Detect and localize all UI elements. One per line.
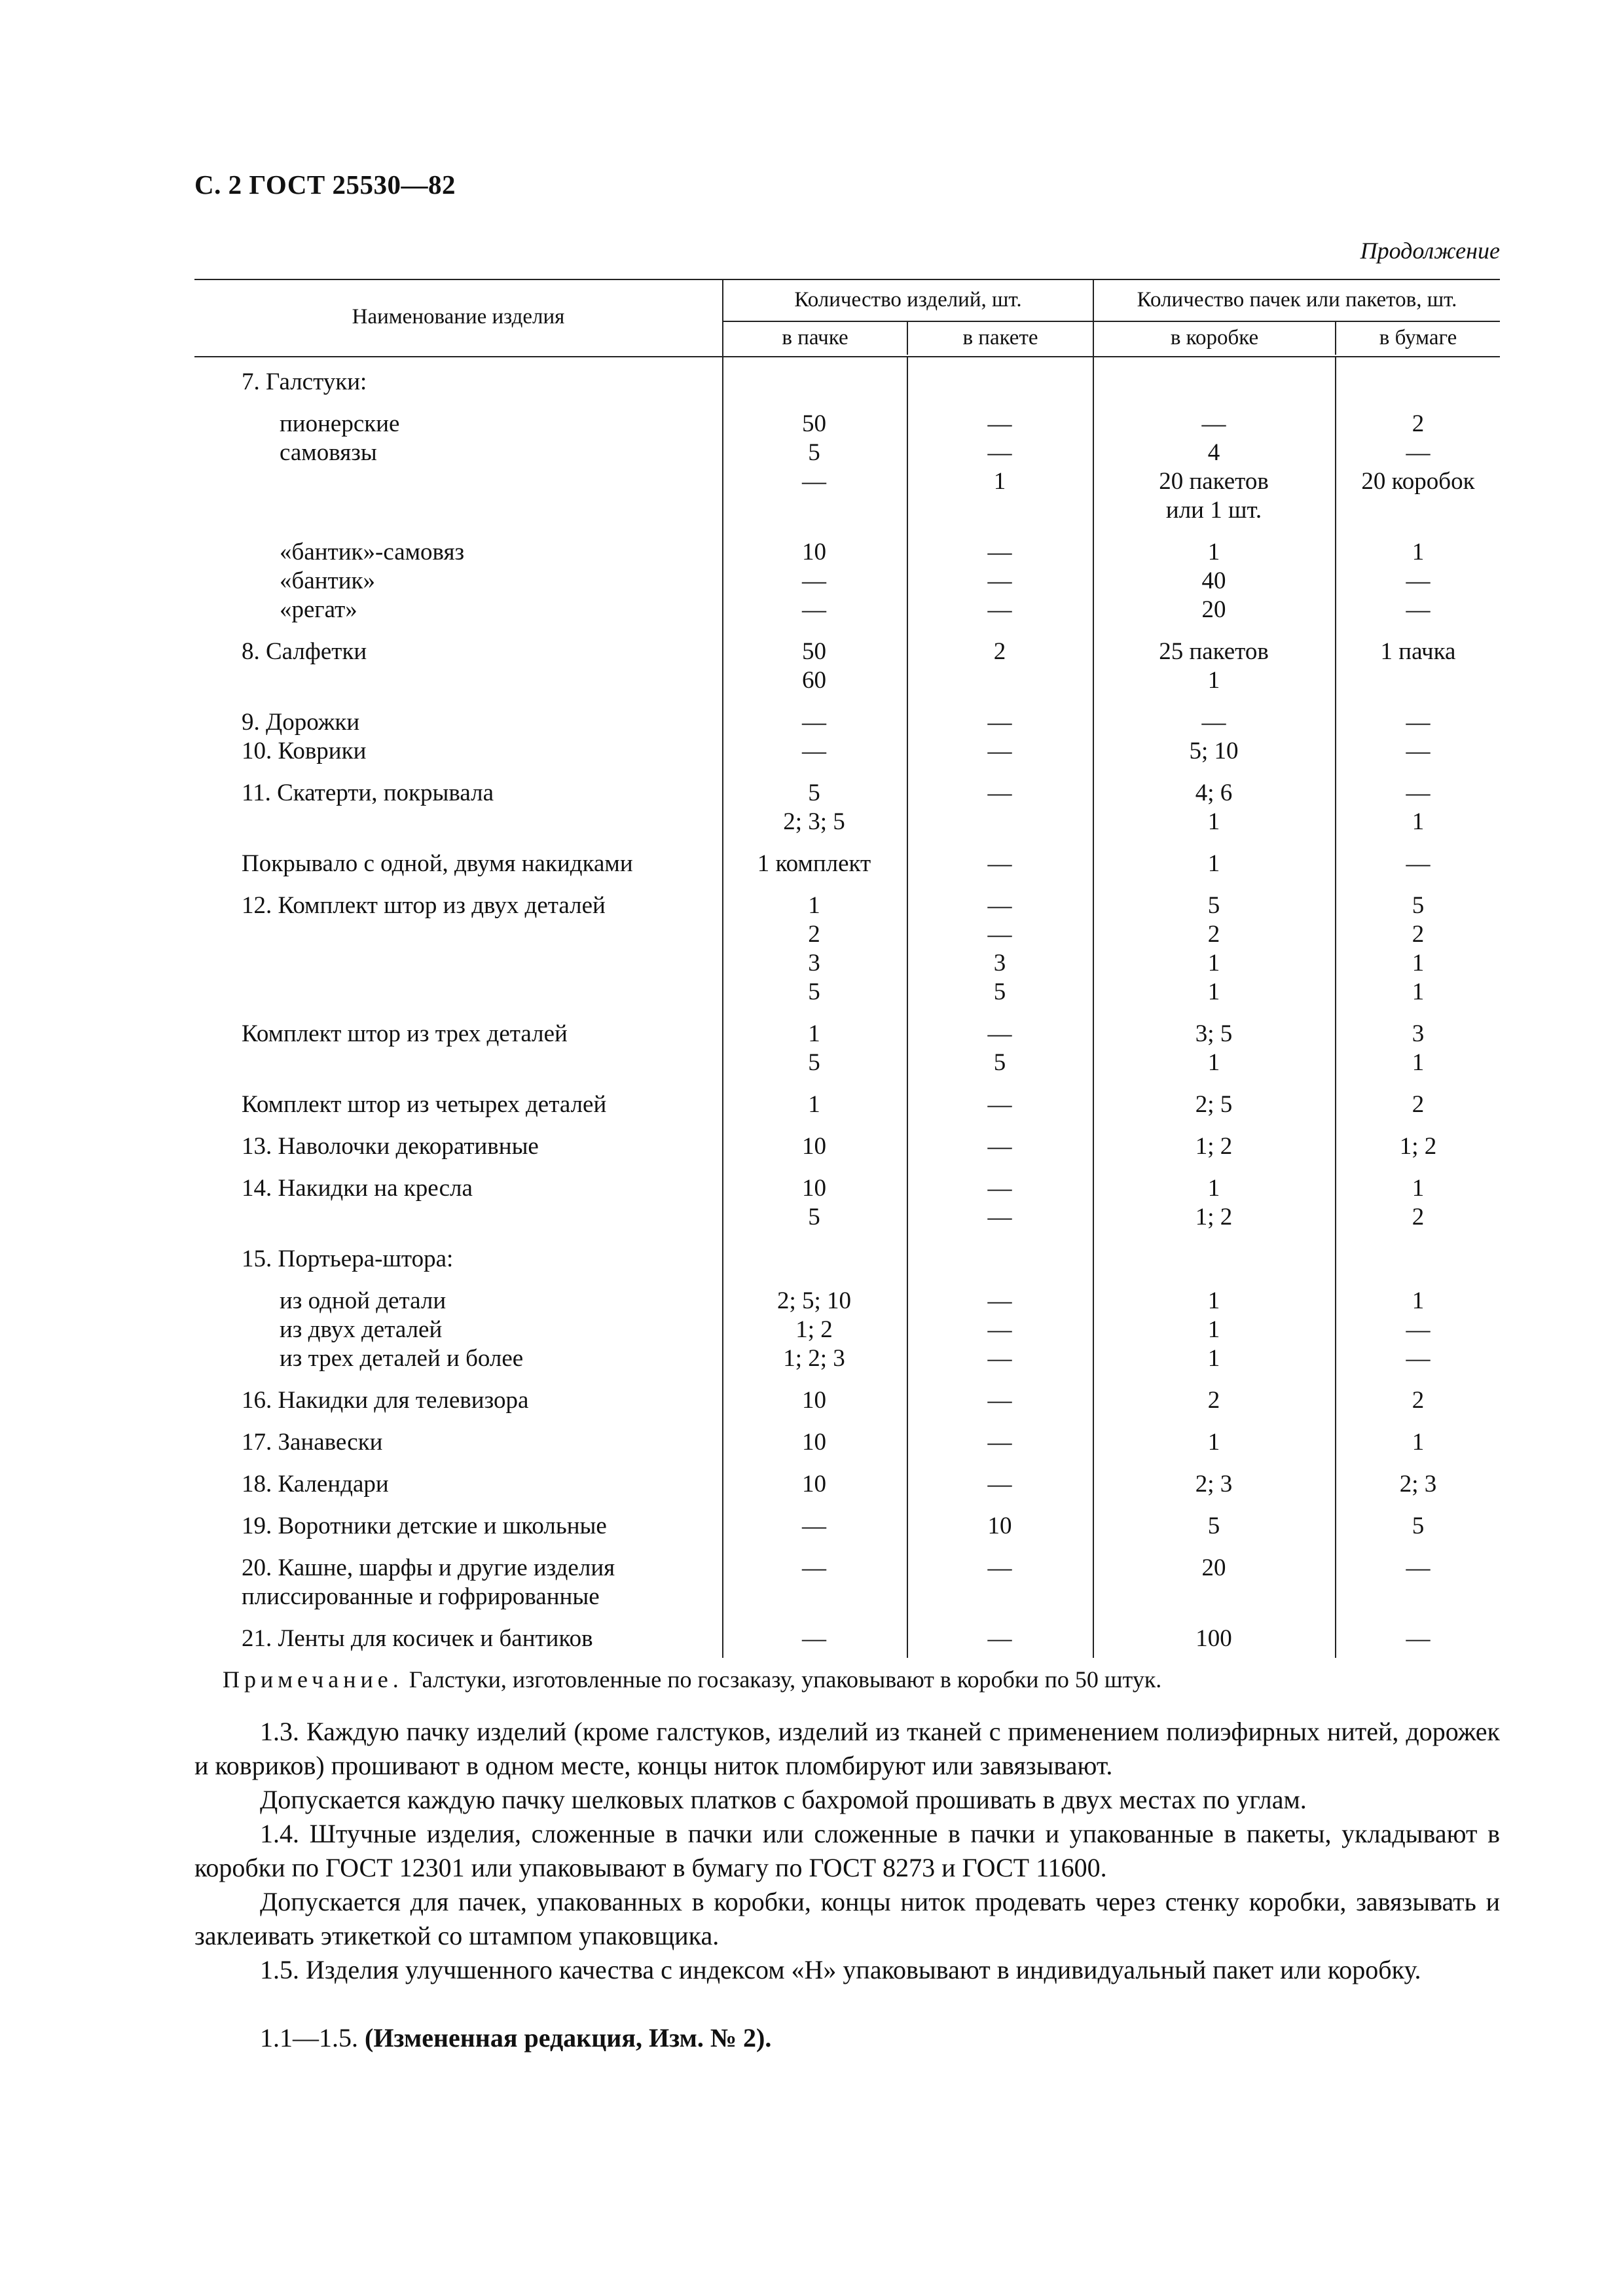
- item-name: «бантик»-самовяз: [280, 539, 465, 565]
- cell-in-bundle: 1; 2: [795, 1316, 833, 1343]
- item-name: 10. Коврики: [242, 738, 367, 764]
- item-name: Комплект штор из трех деталей: [242, 1020, 568, 1047]
- cell-in-packet: —: [987, 1175, 1012, 1202]
- header-items-count: Количество изделий, шт.: [794, 288, 1022, 312]
- cell-in-box: 20 пакетов: [1159, 468, 1269, 495]
- cell-in-box: 100: [1195, 1625, 1232, 1652]
- cell-in-box: 1: [1207, 539, 1220, 565]
- cell-in-box: 1: [1207, 667, 1220, 694]
- note-text: Галстуки, изготовленные по госзаказу, упаковывают в коробки по 50 штук.: [409, 1666, 1162, 1693]
- cell-in-bundle: 2; 5; 10: [776, 1287, 852, 1314]
- cell-in-box: 1: [1207, 1316, 1220, 1343]
- cell-in-paper: 2: [1412, 1091, 1425, 1118]
- cell-in-bundle: 1: [808, 1020, 820, 1047]
- cell-in-bundle: —: [802, 1554, 826, 1581]
- cell-in-packet: 10: [987, 1513, 1012, 1539]
- cell-in-box: 2: [1207, 1387, 1220, 1414]
- item-name: 12. Комплект штор из двух деталей: [242, 892, 606, 919]
- cell-in-bundle: 10: [802, 1387, 826, 1414]
- item-name-continuation: плиссированные и гофрированные: [242, 1583, 600, 1610]
- cell-in-paper: —: [1406, 439, 1431, 466]
- cell-in-packet: —: [987, 567, 1012, 594]
- cell-in-box: 1: [1207, 1175, 1220, 1202]
- cell-in-box: 1: [1207, 1429, 1220, 1456]
- cell-in-box: 1: [1207, 1345, 1220, 1372]
- cell-in-box: 1; 2: [1195, 1204, 1233, 1230]
- cell-in-box: 1: [1207, 808, 1220, 835]
- cell-in-bundle: —: [802, 738, 826, 764]
- item-name: 15. Портьера-штора:: [242, 1246, 454, 1272]
- cell-in-box: 40: [1201, 567, 1226, 594]
- cell-in-packet: —: [987, 1316, 1012, 1343]
- item-name: 7. Галстуки:: [242, 368, 367, 395]
- cell-in-packet: —: [987, 709, 1012, 736]
- cell-in-paper: 2: [1412, 410, 1425, 437]
- cell-in-packet: —: [987, 1471, 1012, 1498]
- packaging-table: [194, 279, 1500, 1658]
- item-name: 20. Кашне, шарфы и другие изделия: [242, 1554, 615, 1581]
- cell-in-bundle: 5: [808, 439, 820, 466]
- cell-in-packet: 5: [993, 1049, 1006, 1076]
- cell-in-packet: —: [987, 1554, 1012, 1581]
- cell-in-paper: 1: [1412, 1287, 1425, 1314]
- cell-in-packet: —: [987, 780, 1012, 806]
- cell-in-paper: 2; 3: [1399, 1471, 1437, 1498]
- cell-in-bundle: 1: [808, 1091, 820, 1118]
- cell-in-paper: —: [1406, 780, 1431, 806]
- cell-in-paper: 20 коробок: [1361, 468, 1475, 495]
- cell-in-packet: —: [987, 1387, 1012, 1414]
- cell-in-packet: 2: [993, 638, 1006, 665]
- cell-in-paper: —: [1406, 850, 1431, 877]
- cell-in-paper: 2: [1412, 1204, 1425, 1230]
- cell-in-bundle: —: [802, 468, 826, 495]
- cell-in-packet: —: [987, 1133, 1012, 1160]
- cell-in-paper: 1: [1412, 808, 1425, 835]
- item-name: «бантик»: [280, 567, 375, 594]
- paragraph-revision: [194, 2021, 1500, 2055]
- cell-in-packet: 1: [993, 468, 1006, 495]
- cell-in-box: 1: [1207, 850, 1220, 877]
- cell-in-packet: —: [987, 596, 1012, 623]
- page-title: С. 2 ГОСТ 25530—82: [194, 170, 456, 200]
- header-item-name: Наименование изделия: [352, 305, 565, 329]
- cell-in-packet: —: [987, 1204, 1012, 1230]
- cell-in-packet: —: [987, 1091, 1012, 1118]
- cell-in-box: 1: [1207, 950, 1220, 977]
- cell-in-bundle: 60: [802, 667, 826, 694]
- item-name: Комплект штор из четырех деталей: [242, 1091, 607, 1118]
- item-name: 8. Салфетки: [242, 638, 367, 665]
- cell-in-box: 4; 6: [1195, 780, 1233, 806]
- paragraph-1-3: 1.3. Каждую пачку изделий (кроме галстуков, изделий из тканей с применением полиэфирных нитей, дорожек и ковриков) прошивают в одном месте, концы ниток пломбируют или завязывают.: [194, 1717, 1500, 1780]
- cell-in-bundle: 10: [802, 1175, 826, 1202]
- cell-in-paper: —: [1406, 567, 1431, 594]
- cell-in-box: 1: [1207, 1049, 1220, 1076]
- paragraph-1-5: 1.5. Изделия улучшенного качества с индексом «Н» упаковывают в индивидуальный пакет или коробку.: [260, 1955, 1421, 1984]
- cell-in-box: 2; 3: [1195, 1471, 1233, 1498]
- cell-in-paper: 1 пачка: [1380, 638, 1456, 665]
- cell-in-box: 5; 10: [1189, 738, 1239, 764]
- item-name: пионерские: [280, 410, 400, 437]
- cell-in-bundle: —: [802, 709, 826, 736]
- cell-in-box: 4: [1207, 439, 1220, 466]
- cell-in-box: 1: [1207, 978, 1220, 1005]
- cell-in-bundle: 10: [802, 539, 826, 565]
- cell-in-bundle: 5: [808, 1204, 820, 1230]
- cell-in-bundle: —: [802, 1625, 826, 1652]
- item-name: 16. Накидки для телевизора: [242, 1387, 529, 1414]
- header-in-packet: в пакете: [962, 326, 1038, 350]
- cell-in-bundle: 50: [802, 638, 826, 665]
- cell-in-paper: 1; 2: [1399, 1133, 1437, 1160]
- cell-in-paper: 2: [1412, 1387, 1425, 1414]
- cell-in-packet: 3: [993, 950, 1006, 977]
- cell-in-paper: 5: [1412, 892, 1425, 919]
- cell-in-packet: —: [987, 1429, 1012, 1456]
- header-in-paper: в бумаге: [1379, 326, 1457, 350]
- cell-in-packet: —: [987, 1020, 1012, 1047]
- cell-in-bundle: 1; 2; 3: [783, 1345, 845, 1372]
- cell-in-paper: 5: [1412, 1513, 1425, 1539]
- cell-in-packet: —: [987, 1345, 1012, 1372]
- cell-in-box: 25 пакетов: [1159, 638, 1269, 665]
- cell-in-box: 1: [1207, 1287, 1220, 1314]
- cell-in-packet: —: [987, 410, 1012, 437]
- item-name: 9. Дорожки: [242, 709, 360, 736]
- header-packs-count: Количество пачек или пакетов, шт.: [1137, 288, 1457, 312]
- cell-in-packet: —: [987, 921, 1012, 948]
- cell-in-paper: —: [1406, 596, 1431, 623]
- cell-in-packet: —: [987, 439, 1012, 466]
- item-name: из одной детали: [280, 1287, 447, 1314]
- cell-in-bundle: —: [802, 596, 826, 623]
- cell-in-box: —: [1201, 709, 1226, 736]
- cell-in-bundle: 5: [808, 780, 820, 806]
- cell-in-bundle: 5: [808, 978, 820, 1005]
- cell-in-paper: —: [1406, 1345, 1431, 1372]
- item-name: из двух деталей: [280, 1316, 443, 1343]
- item-name: 21. Ленты для косичек и бантиков: [242, 1625, 593, 1652]
- cell-in-bundle: 50: [802, 410, 826, 437]
- continuation-label: Продолжение: [1360, 238, 1500, 264]
- cell-in-packet: —: [987, 1287, 1012, 1314]
- paragraph-1-4-allowance: Допускается для пачек, упакованных в коробки, концы ниток продевать через стенку коробки, завязывать и заклеивать этикеткой со штампом упаковщика.: [194, 1887, 1500, 1950]
- item-name: 11. Скатерти, покрывала: [242, 780, 494, 806]
- cell-in-bundle: —: [802, 1513, 826, 1539]
- cell-in-box: 2: [1207, 921, 1220, 948]
- table-header-bottom-rule: [194, 356, 1500, 357]
- cell-in-paper: —: [1406, 1625, 1431, 1652]
- cell-in-paper: —: [1406, 738, 1431, 764]
- item-name: из трех деталей и более: [280, 1345, 524, 1372]
- header-in-box: в коробке: [1170, 326, 1259, 350]
- cell-in-packet: —: [987, 850, 1012, 877]
- item-name: 13. Наволочки декоративные: [242, 1133, 539, 1160]
- cell-in-box: 1; 2: [1195, 1133, 1233, 1160]
- cell-in-paper: 1: [1412, 1049, 1425, 1076]
- cell-in-packet: —: [987, 1625, 1012, 1652]
- cell-in-box: 2; 5: [1195, 1091, 1233, 1118]
- cell-in-paper: 1: [1412, 1429, 1425, 1456]
- cell-in-bundle: 10: [802, 1133, 826, 1160]
- cell-in-box: —: [1201, 410, 1226, 437]
- item-name: «регат»: [280, 596, 357, 623]
- header-in-bundle: в пачке: [782, 326, 848, 350]
- cell-in-bundle: 1: [808, 892, 820, 919]
- cell-in-bundle: 10: [802, 1471, 826, 1498]
- cell-in-paper: 1: [1412, 1175, 1425, 1202]
- cell-in-bundle: 2; 3; 5: [783, 808, 845, 835]
- paragraph-1-4: 1.4. Штучные изделия, сложенные в пачки или сложенные в пачки и упакованные в пакеты, укладывают в коробки по ГОСТ 12301 или упаковывают в бумагу по ГОСТ 8273 и ГОСТ 11600.: [194, 1819, 1500, 1882]
- cell-in-packet: —: [987, 539, 1012, 565]
- cell-in-paper: 1: [1412, 539, 1425, 565]
- item-name: самовязы: [280, 439, 377, 466]
- cell-in-box: 20: [1201, 596, 1226, 623]
- cell-in-box: 5: [1207, 1513, 1220, 1539]
- cell-in-packet: —: [987, 892, 1012, 919]
- table-note: [223, 1666, 1161, 1693]
- item-name: Покрывало с одной, двумя накидками: [242, 850, 633, 877]
- cell-in-paper: —: [1406, 709, 1431, 736]
- revision-note: (Измененная редакция, Изм. № 2).: [365, 2023, 772, 2053]
- note-label: Примечание.: [223, 1666, 403, 1693]
- item-name: 14. Накидки на кресла: [242, 1175, 473, 1202]
- paragraph-1-3-allowance: Допускается каждую пачку шелковых платков с бахромой прошивать в двух местах по углам.: [260, 1785, 1307, 1814]
- cell-in-paper: —: [1406, 1554, 1431, 1581]
- cell-in-box: 3; 5: [1195, 1020, 1233, 1047]
- cell-in-packet: —: [987, 738, 1012, 764]
- cell-in-paper: 1: [1412, 978, 1425, 1005]
- cell-in-box: 5: [1207, 892, 1220, 919]
- table-top-rule: [194, 279, 1500, 280]
- cell-in-packet: 5: [993, 978, 1006, 1005]
- cell-in-paper: 1: [1412, 950, 1425, 977]
- cell-in-bundle: 10: [802, 1429, 826, 1456]
- item-name: 17. Занавески: [242, 1429, 383, 1456]
- item-name: 18. Календари: [242, 1471, 389, 1498]
- cell-in-box: или 1 шт.: [1165, 497, 1262, 524]
- cell-in-bundle: 5: [808, 1049, 820, 1076]
- cell-in-paper: —: [1406, 1316, 1431, 1343]
- cell-in-bundle: 1 комплект: [757, 850, 871, 877]
- item-name: 19. Воротники детские и школьные: [242, 1513, 607, 1539]
- cell-in-bundle: —: [802, 567, 826, 594]
- table-subheader-rule: [723, 321, 1500, 322]
- cell-in-bundle: 2: [808, 921, 820, 948]
- cell-in-paper: 2: [1412, 921, 1425, 948]
- cell-in-box: 20: [1201, 1554, 1226, 1581]
- cell-in-bundle: 3: [808, 950, 820, 977]
- revision-range: 1.1—1.5.: [260, 2023, 365, 2053]
- cell-in-paper: 3: [1412, 1020, 1425, 1047]
